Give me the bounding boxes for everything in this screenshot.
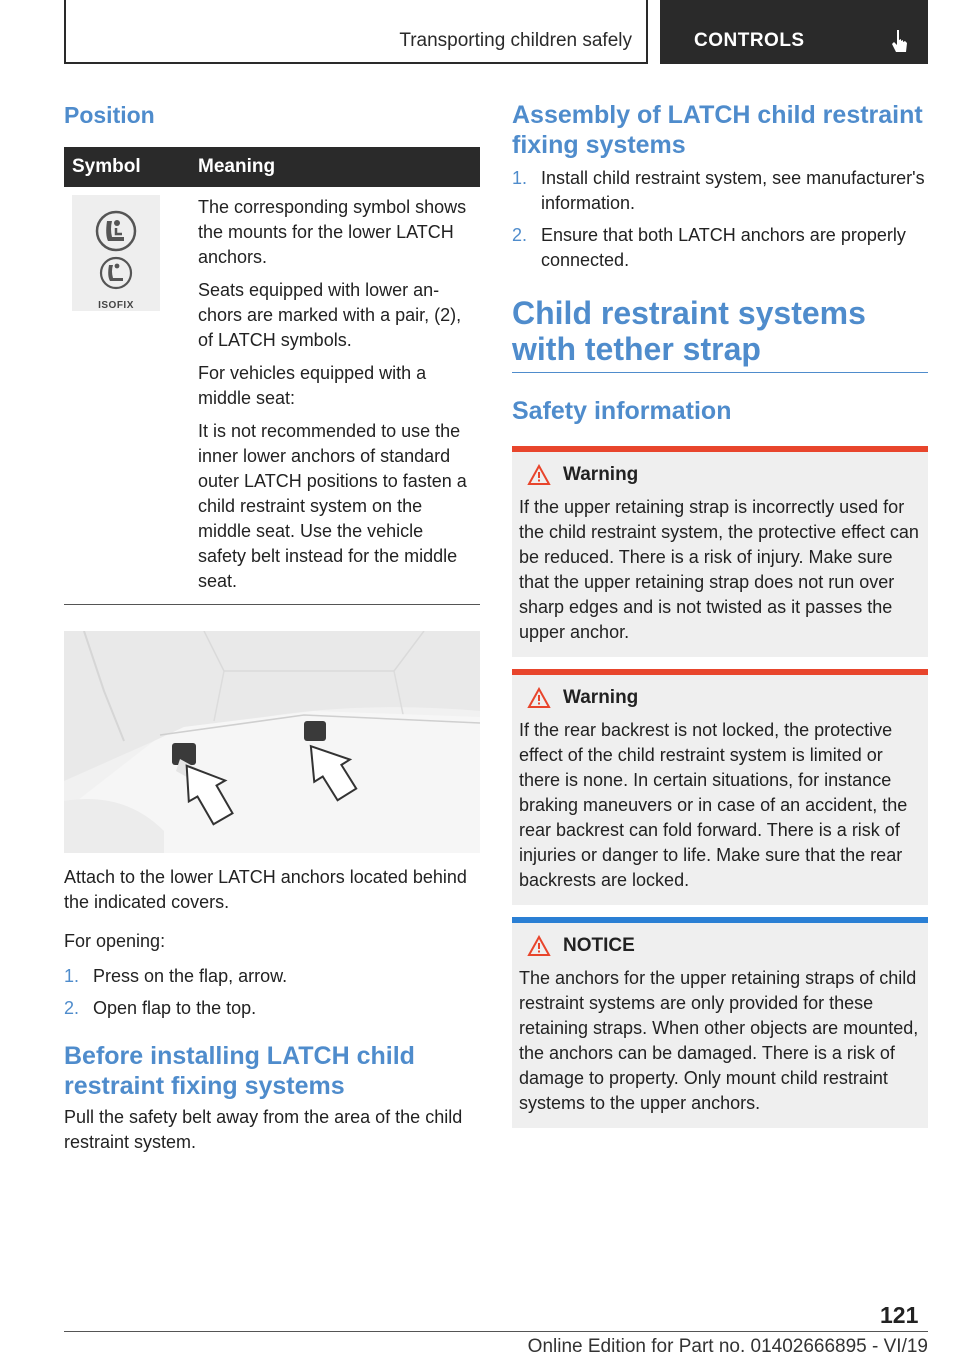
warning-triangle-icon <box>527 687 551 709</box>
left-column <box>64 100 480 1163</box>
list-item: 2. Open flap to the top. <box>64 998 257 1018</box>
page-header <box>64 0 928 64</box>
notice-text: The anchors for the upper retaining straps of child restraint systems are only provided for these retaining straps. When other objects are mounted, the anchors can be damaged. There is a risk of damage to property. Only mount child restraint systems to the upper anchors. <box>519 968 919 1113</box>
meaning-column-header: Meaning <box>190 147 480 187</box>
notice-title: NOTICE <box>563 935 635 956</box>
warning-text: If the rear backrest is not locked, the protective effect of the child restraint system is limited or there is none. In certain situations, for instance braking maneuvers or in case of an accident, the rear backrest can fold forward. There is a risk of injuries or danger to life. Make sure that the rear backrests are locked. <box>519 720 908 890</box>
assembly-steps <box>512 166 928 273</box>
meaning-text-2: Seats equipped with lower anchors are marked with a pair, (2), of LATCH symbols. <box>198 280 462 350</box>
symbol-table <box>64 147 480 605</box>
warning-triangle-icon <box>527 935 551 957</box>
notice-box <box>512 917 928 1128</box>
hand-pointer-icon <box>890 28 910 54</box>
footer-edition: Online Edition for Part no. 01402666895 - VI/19 <box>527 1336 928 1357</box>
isofix-label: ISOFIX <box>98 300 134 311</box>
list-item: 1. Press on the flap, arrow. <box>64 966 288 986</box>
meaning-text-3: For vehicles equipped with a middle seat: <box>198 363 427 408</box>
footer-divider <box>64 1331 928 1332</box>
page-number: 121 <box>880 1302 919 1328</box>
opening-steps <box>64 964 480 1021</box>
list-item: 2. Ensure that both LATCH anchors are properly connected. <box>512 225 906 270</box>
latch-symbol-image <box>72 195 160 311</box>
header-category-tab <box>660 0 928 64</box>
header-section-title: Transporting children safely <box>399 30 632 51</box>
safety-info-heading: Safety information <box>512 397 732 425</box>
attach-text: Attach to the lower LATCH anchors located behind the indicated covers. <box>64 867 467 912</box>
header-category: CONTROLS <box>694 30 805 51</box>
warning-title: Warning <box>563 687 639 708</box>
meaning-text-4: It is not recommended to use the inner lower anchors of standard outer LATCH positions to fasten a child restraint system on the middle seat. Use the vehicle safety belt instead for the middle seat. <box>198 421 467 591</box>
right-column <box>512 100 928 1128</box>
for-opening-text: For opening: <box>64 931 166 951</box>
before-installing-text: Pull the safety belt away from the area of the child restraint system. <box>64 1107 463 1152</box>
warning-box-1 <box>512 446 928 657</box>
assembly-heading: Assembly of LATCH child restraint fixing systems <box>512 101 923 159</box>
table-row <box>64 187 480 605</box>
header-section-tab <box>64 0 648 64</box>
tether-heading: Child restraint systems with tether strap <box>512 295 928 373</box>
meaning-text-1: The corresponding symbol shows the mounts for the lower LATCH anchors. <box>198 197 467 267</box>
before-installing-heading: Before installing LATCH child restraint fixing systems <box>64 1042 415 1100</box>
latch-anchor-photo <box>64 631 480 853</box>
warning-text: If the upper retaining strap is incorrectly used for the child restraint system, the protective effect can be reduced. There is a risk of injury. Make sure that the upper retaining strap does not run over sharp edges and is not twisted as it passes the upper anchor. <box>519 497 919 642</box>
warning-title: Warning <box>563 464 639 485</box>
list-item: 1. Install child restraint system, see manufacturer's information. <box>512 168 925 213</box>
symbol-column-header: Symbol <box>64 147 190 187</box>
warning-box-2 <box>512 669 928 905</box>
position-heading: Position <box>64 102 155 128</box>
warning-triangle-icon <box>527 464 551 486</box>
